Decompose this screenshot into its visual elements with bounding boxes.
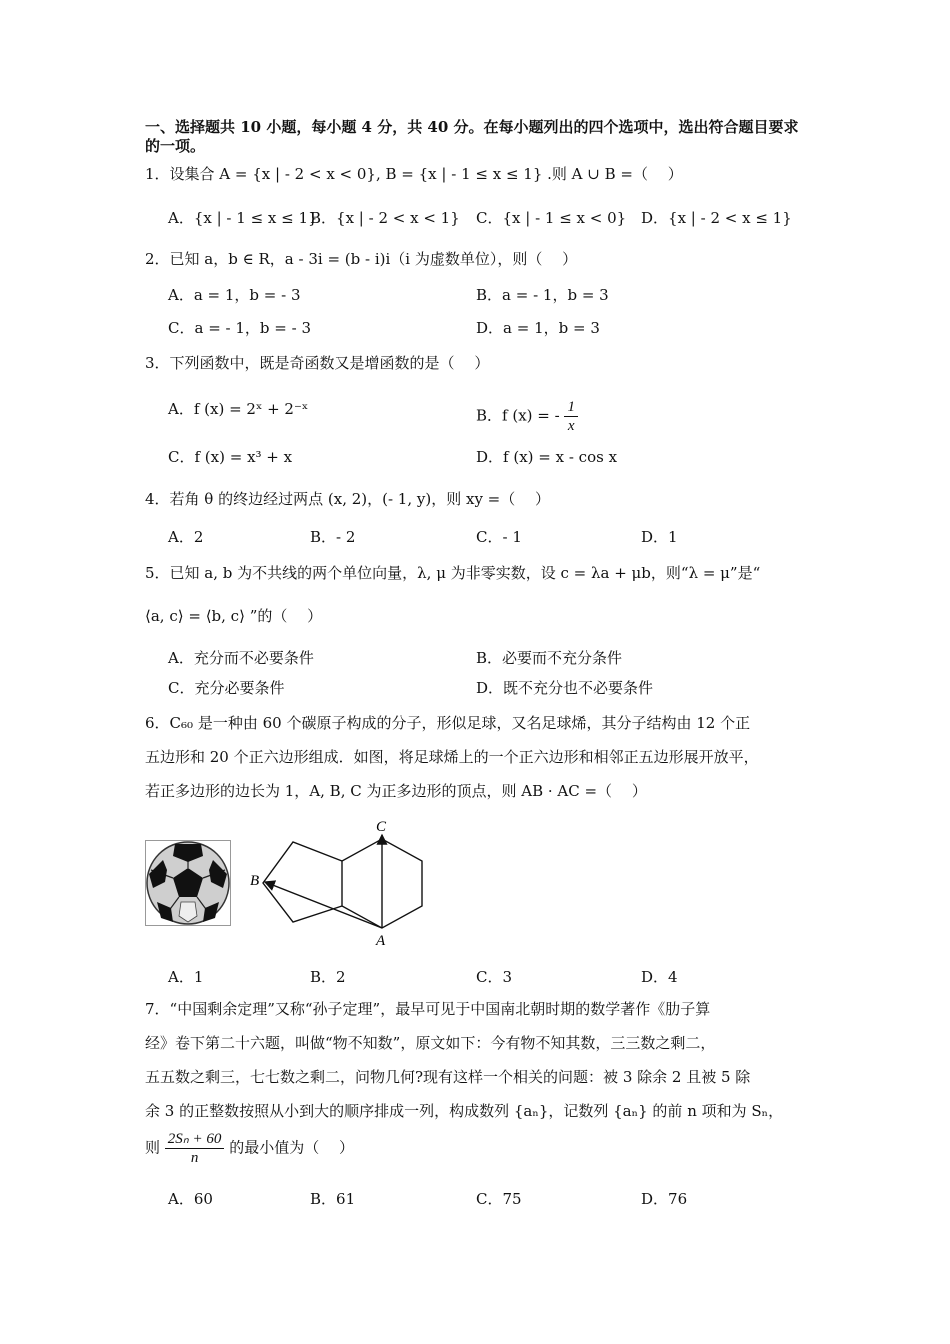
q7-stem-line5: 则 $\frac{\text{2Sₙ + 60}}{n}$ 的最小值为（ ）	[145, 1131, 354, 1166]
soccer-ball-figure	[145, 840, 231, 926]
q7-stem-line4: 余 3 的正整数按照从小到大的顺序排成一列，构成数列 {aₙ}，记数列 {aₙ} 的前 n 项和为 Sₙ，	[145, 1102, 784, 1120]
q7-fraction: $\frac{\text{2Sₙ + 60}}{n}$	[165, 1130, 225, 1167]
q4-option-b: B．- 2	[310, 528, 356, 546]
q2-stem: 2．已知 a，b ∈ R，a - 3i = (b - i)i（i 为虚数单位），则（ ）	[145, 250, 578, 268]
q5-option-d: D．既不充分也不必要条件	[476, 679, 654, 697]
q1-stem: 1．设集合 A = {x | - 2 < x < 0}, B = {x | - 1 ≤ x ≤ 1} .则 A ∪ B =（ ）	[145, 165, 683, 183]
vector-ab	[265, 882, 382, 928]
q4-option-a: A．2	[168, 528, 204, 546]
label-a: A	[376, 933, 386, 949]
q5-option-a: A．充分而不必要条件	[168, 649, 314, 667]
q6-stem-line1: 6．C₆₀ 是一种由 60 个碳原子构成的分子，形似足球，又名足球烯，其分子结构由 12 个正	[145, 714, 751, 732]
q3-option-c: C．f (x) = x³ + x	[168, 448, 293, 466]
q3-option-a: A．f (x) = 2ˣ + 2⁻ˣ	[168, 400, 309, 418]
label-c: C	[376, 819, 387, 835]
q7-option-a: A．60	[168, 1190, 213, 1208]
q6-option-a: A．1	[168, 968, 204, 986]
label-b: B	[250, 873, 260, 889]
q6-stem-line2: 五边形和 20 个正六边形组成．如图，将足球烯上的一个正六边形和相邻正五边形展开放平，	[145, 748, 759, 766]
q6-option-b: B．2	[310, 968, 346, 986]
q4-option-d: D．1	[641, 528, 678, 546]
q2-option-b: B．a = - 1，b = 3	[476, 286, 609, 304]
q2-option-a: A．a = 1，b = - 3	[168, 286, 301, 304]
q2-option-c: C．a = - 1，b = - 3	[168, 319, 311, 337]
q1-option-b: B．{x | - 2 < x < 1}	[310, 209, 460, 227]
q3-option-b: B．f (x) = - $\frac{1}{x}$	[476, 398, 578, 435]
q3-stem: 3．下列函数中，既是奇函数又是增函数的是（ ）	[145, 354, 490, 372]
q2-option-d: D．a = 1，b = 3	[476, 319, 600, 337]
q6-stem-line3: 若正多边形的边长为 1，A, B, C 为正多边形的顶点，则 AB · AC =（ ）	[145, 782, 647, 800]
q7-stem-line2: 经》卷下第二十六题，叫做“物不知数”，原文如下：今有物不知其数，三三数之剩二，	[145, 1034, 716, 1052]
q4-stem: 4．若角 θ 的终边经过两点 (x, 2)，(- 1, y)，则 xy =（ ）	[145, 490, 551, 508]
q7-option-c: C．75	[476, 1190, 522, 1208]
q1-option-d: D．{x | - 2 < x ≤ 1}	[641, 209, 792, 227]
pentagon	[263, 842, 342, 922]
section-heading: 一、选择题共 10 小题，每小题 4 分，共 40 分。在每小题列出的四个选项中，选出符合题目要求的一项。	[145, 118, 799, 155]
polygon-figure	[245, 812, 440, 952]
q5-stem-line2: ⟨a, c⟩ = ⟨b, c⟩ ”的（ ）	[145, 607, 323, 625]
q7-stem-line1: 7．“中国剩余定理”又称“孙子定理”，最早可见于中国南北朝时期的数学著作《肋子算	[145, 1000, 711, 1018]
q7-stem-line3: 五五数之剩三，七七数之剩二，问物几何?现有这样一个相关的问题：被 3 除余 2 且被 5 除	[145, 1068, 751, 1086]
q7-option-b: B．61	[310, 1190, 356, 1208]
q5-stem-line1: 5．已知 a, b 为不共线的两个单位向量，λ, μ 为非零实数，设 c = λa + μb，则“λ = μ”是“	[145, 564, 761, 582]
q4-option-c: C．- 1	[476, 528, 522, 546]
q6-option-d: D．4	[641, 968, 678, 986]
q5-option-b: B．必要而不充分条件	[476, 649, 623, 667]
q7-option-d: D．76	[641, 1190, 688, 1208]
q1-option-c: C．{x | - 1 ≤ x < 0}	[476, 209, 627, 227]
q5-option-c: C．充分必要条件	[168, 679, 285, 697]
q3-option-d: D．f (x) = x - cos x	[476, 448, 618, 466]
q6-option-c: C．3	[476, 968, 513, 986]
q3-option-b-fraction: $\frac{1}{x}$	[564, 398, 578, 435]
regular-polygons	[263, 839, 422, 928]
q1-option-a: A．{x | - 1 ≤ x ≤ 1}	[168, 209, 318, 227]
